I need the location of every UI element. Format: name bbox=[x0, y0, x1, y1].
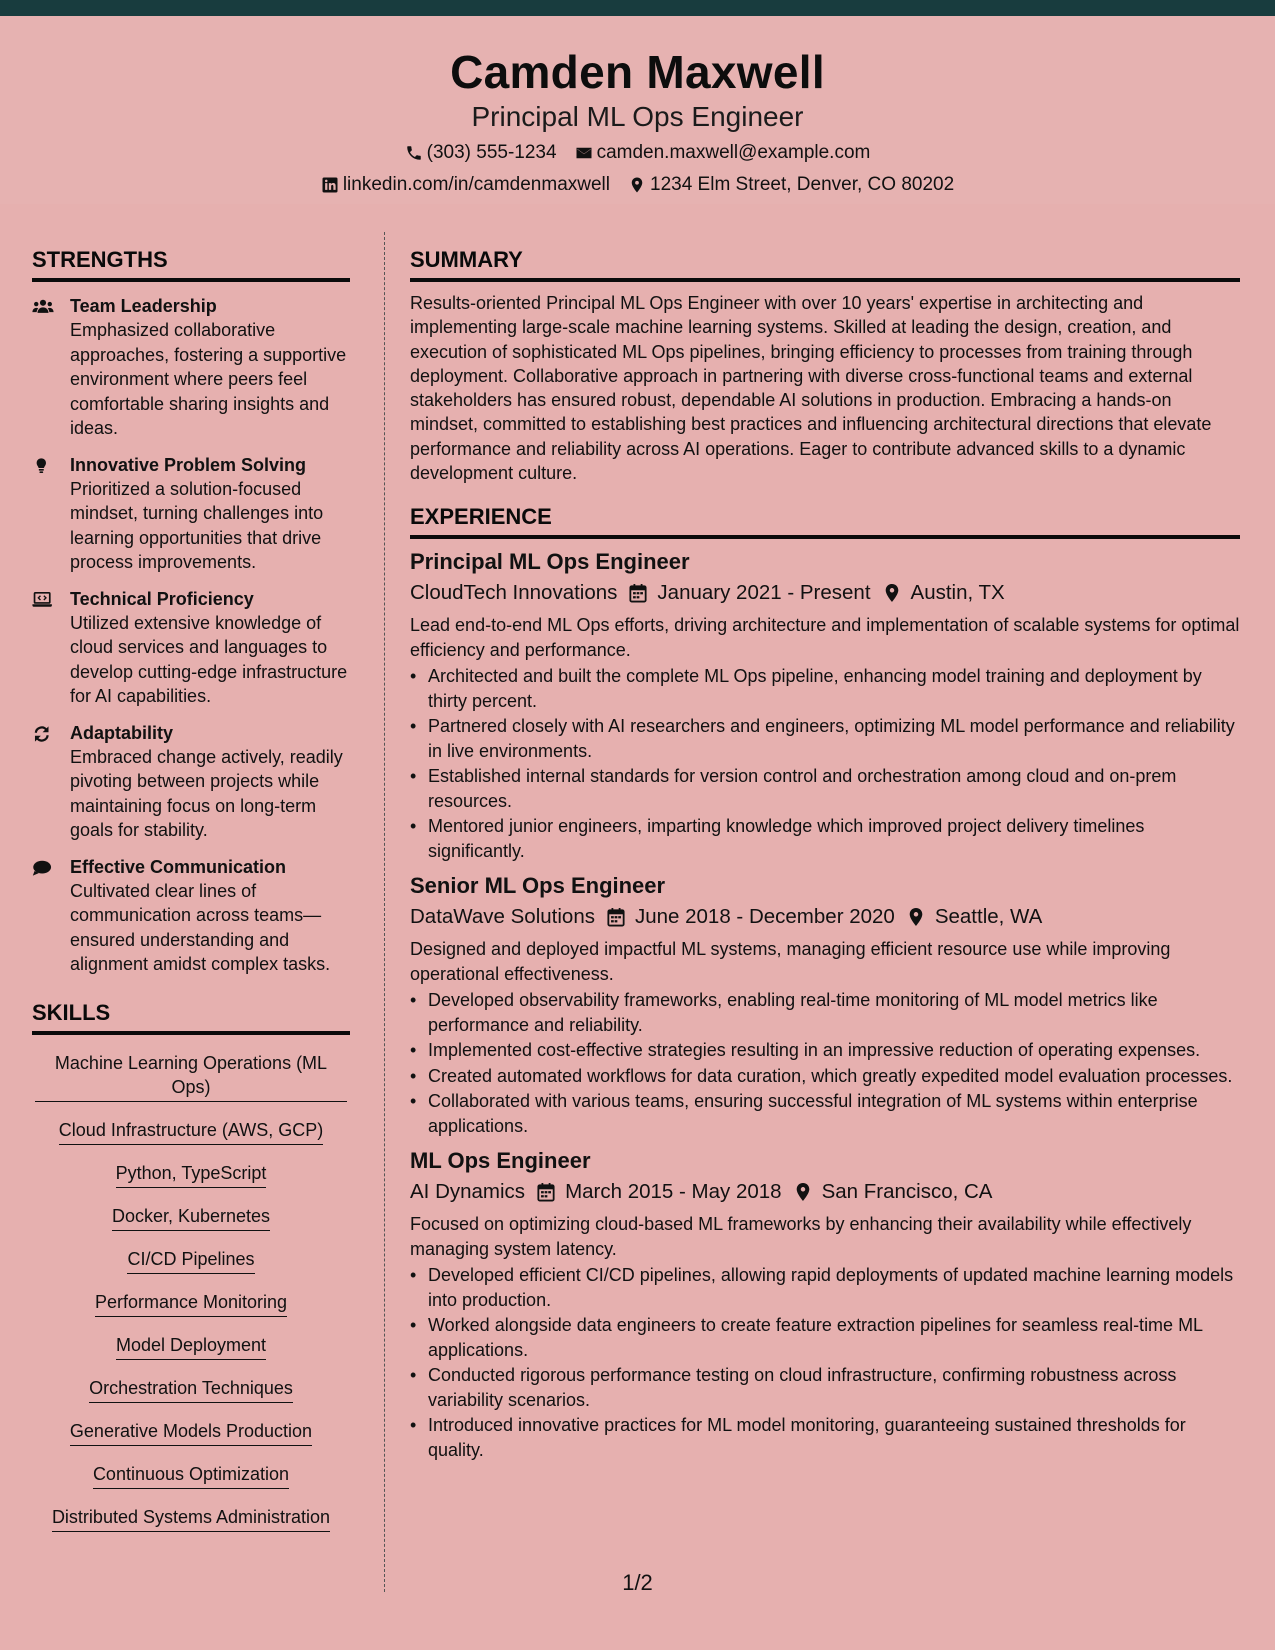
summary-heading: SUMMARY bbox=[410, 246, 1240, 282]
job-entry bbox=[410, 547, 1240, 863]
bullet-item: • Created automated workflows for data curation, which greatly expedited model evaluation processes. bbox=[410, 1064, 1240, 1089]
calendar-icon bbox=[629, 583, 647, 603]
email-text[interactable]: camden.maxwell@example.com bbox=[596, 142, 871, 163]
sync-icon bbox=[32, 721, 70, 843]
map-marker-icon bbox=[907, 907, 925, 927]
job-entry bbox=[410, 871, 1240, 1138]
company-name: DataWave Solutions bbox=[410, 905, 595, 929]
skill-item: Performance Monitoring bbox=[32, 1290, 350, 1317]
job-meta bbox=[410, 902, 1240, 932]
skill-item: Cloud Infrastructure (AWS, GCP) bbox=[32, 1118, 350, 1145]
column-divider bbox=[384, 232, 385, 1592]
job-description: Lead end-to-end ML Ops efforts, driving architecture and implementation of scalable systems for optimal efficiency and performance. bbox=[410, 615, 1240, 660]
job-title: ML Ops Engineer bbox=[410, 1148, 591, 1174]
lightbulb-icon bbox=[32, 453, 70, 575]
strength-item bbox=[32, 587, 350, 709]
job-dates: March 2015 - May 2018 bbox=[565, 1180, 782, 1204]
left-column bbox=[32, 246, 350, 1548]
bullet-item: • Introduced innovative practices for ML model monitoring, guaranteeing sustained thresholds for quality. bbox=[410, 1413, 1240, 1462]
comment-icon bbox=[32, 855, 70, 977]
contact-row-2 bbox=[0, 173, 1275, 197]
contact-row-1 bbox=[0, 141, 1275, 165]
skill-item: Continuous Optimization bbox=[32, 1462, 350, 1489]
company-name: AI Dynamics bbox=[410, 1180, 526, 1204]
strength-item bbox=[32, 294, 350, 441]
skills-list bbox=[32, 1051, 350, 1532]
calendar-icon bbox=[607, 907, 625, 927]
job-bullets bbox=[410, 1263, 1240, 1462]
strength-item bbox=[32, 855, 350, 977]
job-entry bbox=[410, 1146, 1240, 1462]
address-text: 1234 Elm Street, Denver, CO 80202 bbox=[650, 174, 955, 195]
bullet-item: • Developed observability frameworks, enabling real-time monitoring of ML model metrics like performance and reliability. bbox=[410, 988, 1240, 1037]
job-description: Focused on optimizing cloud-based ML frameworks by enhancing their availability while effectively managing system latency. bbox=[410, 1214, 1192, 1259]
address-item bbox=[628, 173, 954, 197]
job-title: Principal ML Ops Engineer bbox=[410, 549, 690, 575]
bullet-item: • Collaborated with various teams, ensuring successful integration of ML systems within enterprise applications. bbox=[410, 1089, 1240, 1138]
company-name: CloudTech Innovations bbox=[410, 581, 618, 605]
phone-icon bbox=[405, 144, 423, 162]
envelope-icon bbox=[575, 144, 593, 162]
strength-item bbox=[32, 721, 350, 843]
job-location: Austin, TX bbox=[910, 581, 1005, 605]
job-location: Seattle, WA bbox=[934, 905, 1043, 929]
strength-desc: Embraced change actively, readily pivoting between projects while maintaining focus on long-term goals for stability. bbox=[70, 746, 343, 840]
users-icon bbox=[32, 294, 70, 441]
right-column bbox=[410, 246, 1240, 1463]
map-marker-icon bbox=[794, 1182, 812, 1202]
summary-text: Results-oriented Principal ML Ops Engineer with over 10 years' expertise in architecting and implementing large-scale machine learning systems. Skilled at leading the design, creation, and execution of sophisticated ML Ops pipelines, bringing efficiency to processes from training through deployment. Collaborative approach in partnering with diverse cross-functional teams and external stakeholders has ensured robust, dependable AI solutions in production. Embracing a hands-on mindset, committed to establishing best practices and influencing architectural directions that elevate performance and reliability across AI operations. Eager to contribute advanced skills to a dynamic development culture. bbox=[410, 293, 1212, 484]
job-bullets bbox=[410, 988, 1240, 1138]
job-bullets bbox=[410, 664, 1240, 863]
strength-title: Innovative Problem Solving bbox=[70, 454, 307, 475]
strength-title: Adaptability bbox=[70, 722, 174, 743]
skill-item: Distributed Systems Administration bbox=[32, 1505, 350, 1532]
skill-item: CI/CD Pipelines bbox=[32, 1247, 350, 1274]
strength-desc: Cultivated clear lines of communication across teams—ensured understanding and alignment amidst complex tasks. bbox=[70, 880, 331, 974]
linkedin-item[interactable] bbox=[321, 173, 610, 197]
skill-item: Orchestration Techniques bbox=[32, 1376, 350, 1403]
email-item[interactable] bbox=[575, 141, 871, 165]
bullet-item: • Developed efficient CI/CD pipelines, allowing rapid deployments of updated machine learning models into production. bbox=[410, 1263, 1240, 1312]
strength-desc: Utilized extensive knowledge of cloud services and languages to develop cutting-edge infrastructure for AI capabilities. bbox=[70, 612, 348, 706]
bullet-item: • Partnered closely with AI researchers and engineers, optimizing ML model performance and reliability in live environments. bbox=[410, 714, 1240, 763]
bullet-item: • Mentored junior engineers, imparting knowledge which improved project delivery timelines significantly. bbox=[410, 814, 1240, 863]
resume-header bbox=[0, 16, 1275, 204]
job-dates: June 2018 - December 2020 bbox=[634, 905, 895, 929]
laptop-code-icon bbox=[32, 587, 70, 709]
strength-desc: Emphasized collaborative approaches, fostering a supportive environment where peers feel comfortable sharing insights and ideas. bbox=[70, 320, 347, 438]
strength-title: Effective Communication bbox=[70, 856, 287, 877]
skills-heading: SKILLS bbox=[32, 999, 350, 1035]
candidate-name: Camden Maxwell bbox=[450, 46, 825, 98]
page-number: 1/2 bbox=[622, 1570, 653, 1595]
bullet-item: • Implemented cost-effective strategies resulting in an impressive reduction of operating expenses. bbox=[410, 1038, 1240, 1063]
job-title: Senior ML Ops Engineer bbox=[410, 873, 666, 899]
skill-item: Docker, Kubernetes bbox=[32, 1204, 350, 1231]
top-bar bbox=[0, 0, 1275, 16]
strength-desc: Prioritized a solution-focused mindset, turning challenges into learning opportunities that drive process improvements. bbox=[70, 478, 324, 572]
job-description: Designed and deployed impactful ML systems, managing efficient resource use while improving operational effectiveness. bbox=[410, 939, 1171, 984]
bullet-item: • Architected and built the complete ML Ops pipeline, enhancing model training and deployment by thirty percent. bbox=[410, 664, 1240, 713]
phone-item bbox=[405, 141, 557, 165]
bullet-item: • Worked alongside data engineers to create feature extraction pipelines for seamless real-time ML applications. bbox=[410, 1313, 1240, 1362]
linkedin-text[interactable]: linkedin.com/in/camdenmaxwell bbox=[342, 174, 610, 195]
job-meta bbox=[410, 578, 1240, 608]
candidate-title: Principal ML Ops Engineer bbox=[471, 101, 804, 132]
job-dates: January 2021 - Present bbox=[657, 581, 871, 605]
bullet-item: • Conducted rigorous performance testing on cloud infrastructure, confirming robustness across variability scenarios. bbox=[410, 1363, 1240, 1412]
strengths-heading: STRENGTHS bbox=[32, 246, 350, 282]
skill-item: Generative Models Production bbox=[32, 1419, 350, 1446]
skill-item: Python, TypeScript bbox=[32, 1161, 350, 1188]
strength-title: Team Leadership bbox=[70, 296, 217, 316]
skill-item: Machine Learning Operations (ML Ops) bbox=[32, 1051, 350, 1102]
calendar-icon bbox=[537, 1182, 555, 1202]
linkedin-icon bbox=[321, 176, 339, 194]
phone-text: (303) 555-1234 bbox=[426, 142, 557, 163]
map-marker-icon bbox=[628, 176, 646, 194]
strength-item bbox=[32, 453, 350, 575]
experience-heading: EXPERIENCE bbox=[410, 503, 1240, 539]
job-location: San Francisco, CA bbox=[821, 1180, 993, 1204]
skill-item: Model Deployment bbox=[32, 1333, 350, 1360]
job-meta bbox=[410, 1177, 1240, 1207]
map-marker-icon bbox=[883, 583, 901, 603]
strength-title: Technical Proficiency bbox=[70, 588, 254, 609]
bullet-item: • Established internal standards for version control and orchestration among cloud and on-prem resources. bbox=[410, 764, 1240, 813]
